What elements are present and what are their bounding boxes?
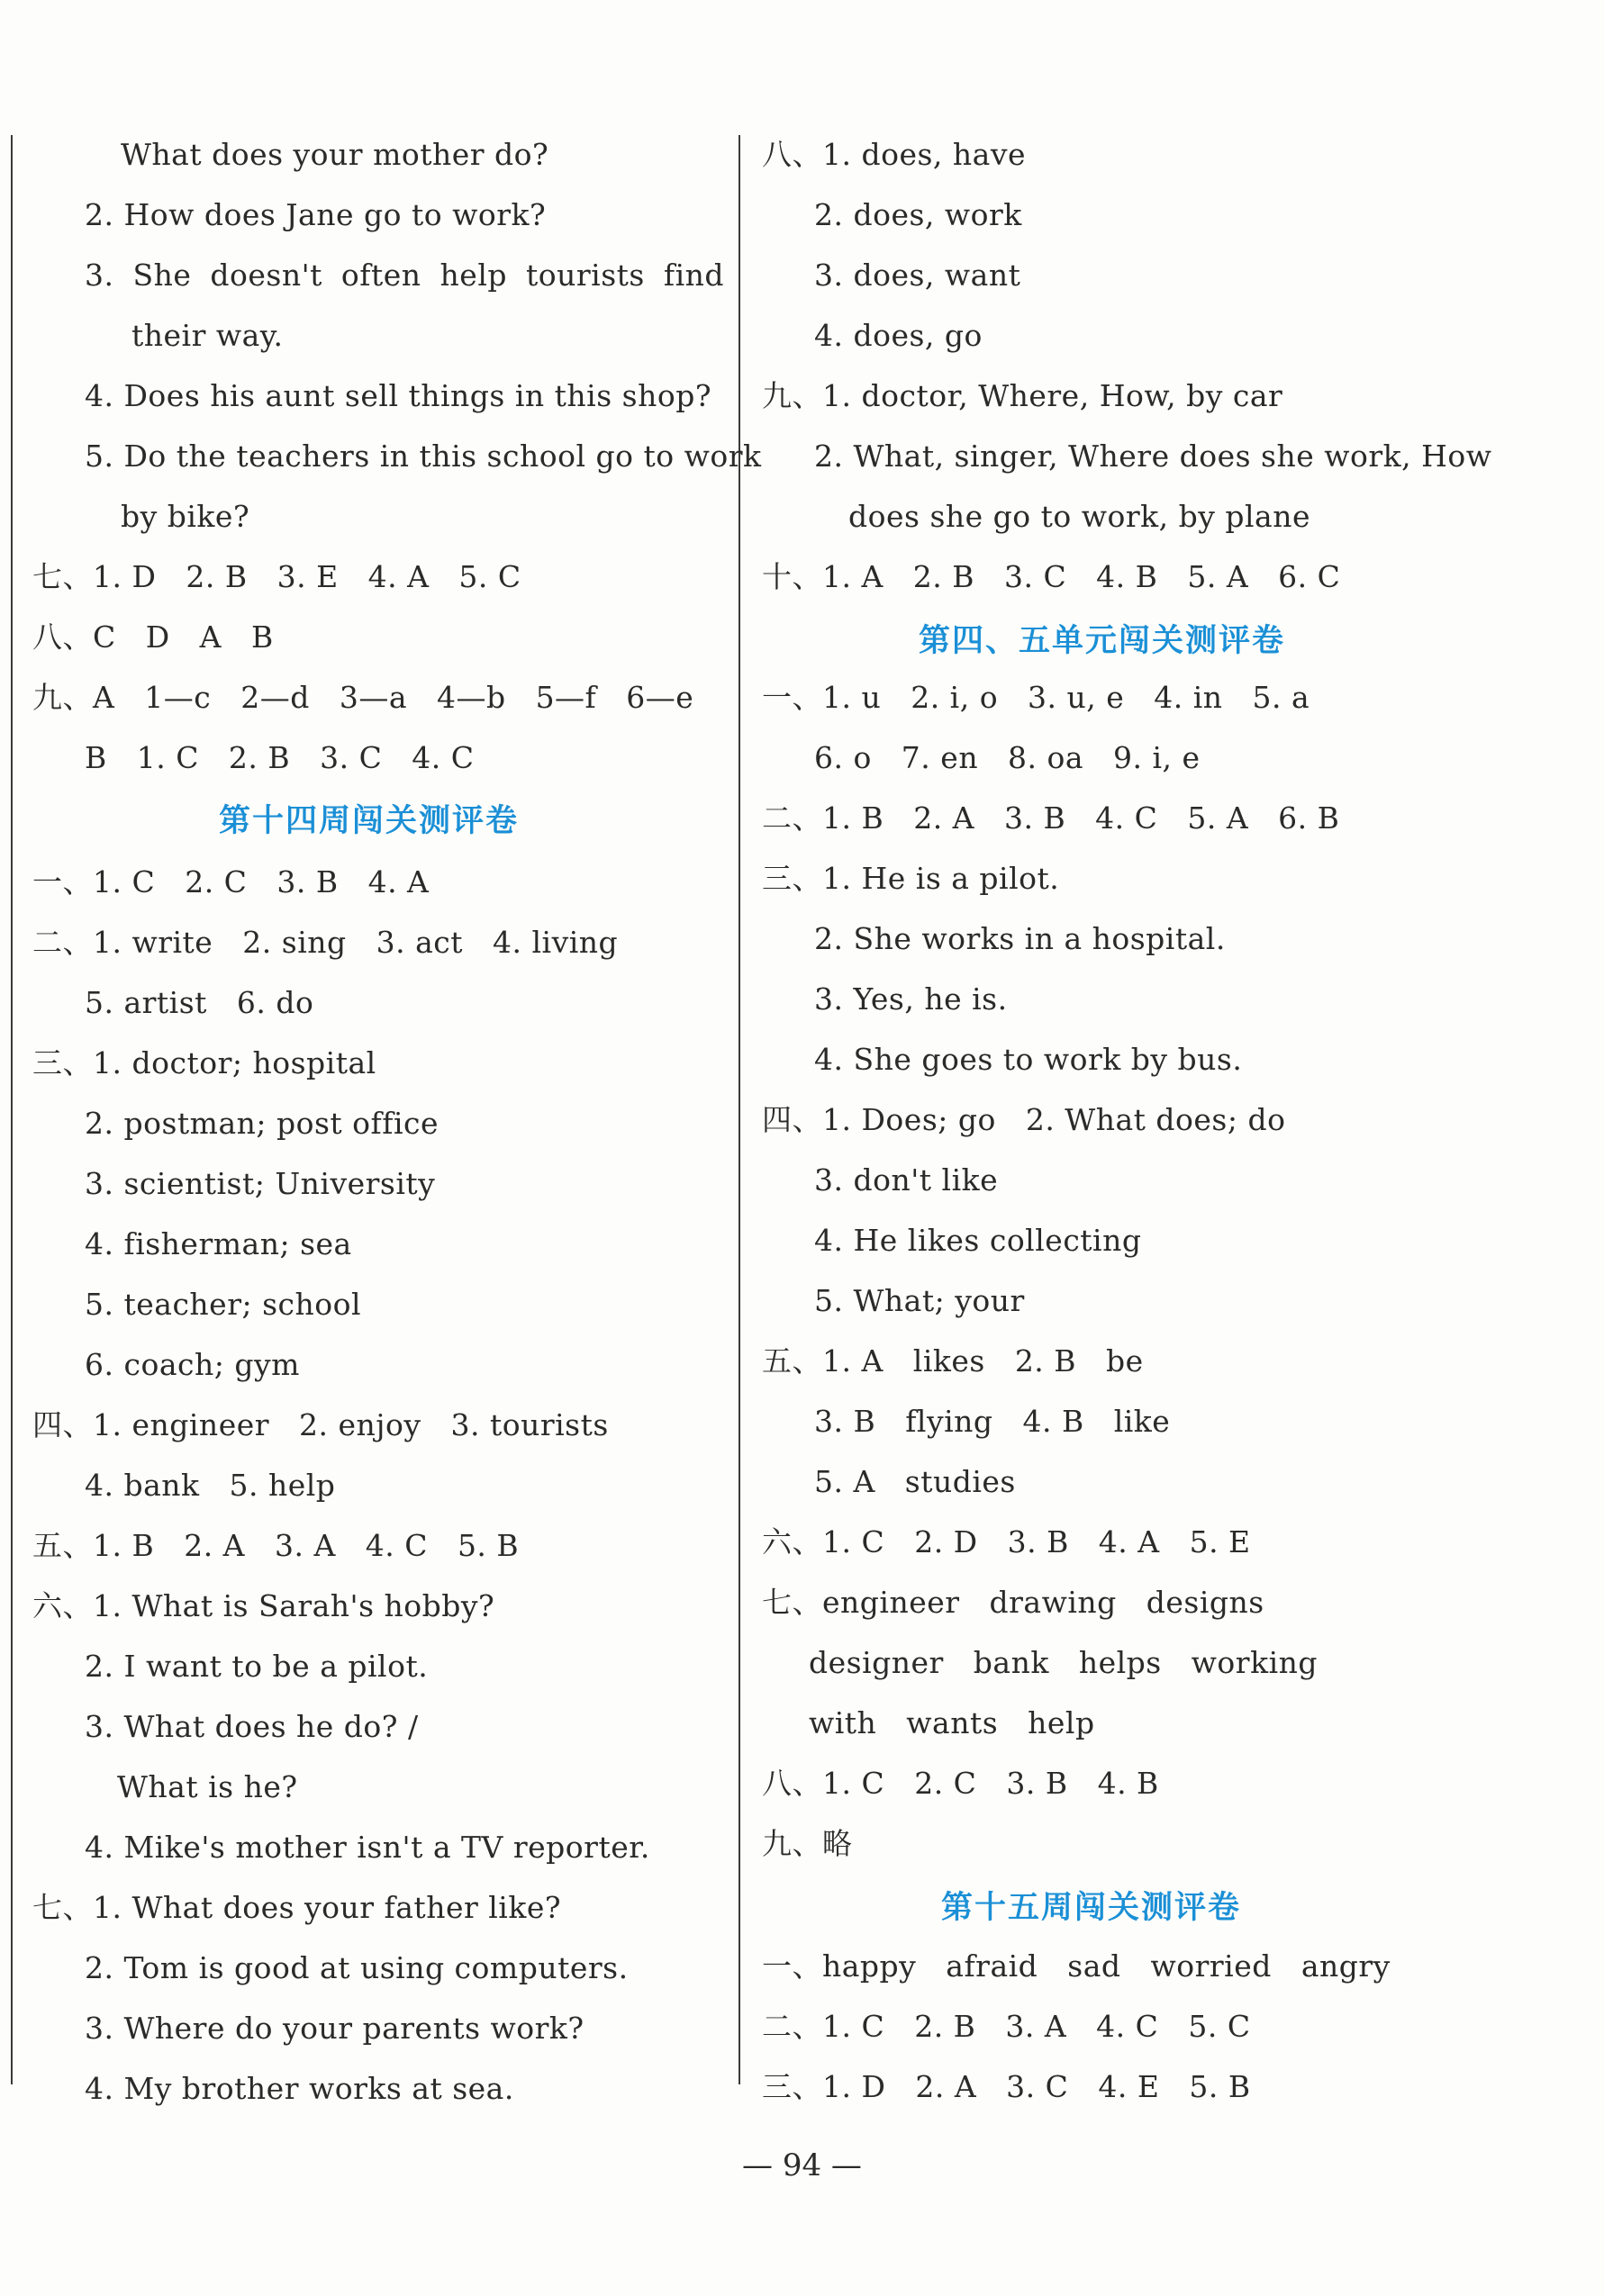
answer-line: their way. xyxy=(131,318,284,353)
answer-line: 三、1. He is a pilot. xyxy=(762,861,1060,896)
answer-line: 4. does, go xyxy=(814,318,983,353)
answer-line: 5. A studies xyxy=(814,1464,1016,1499)
page-number: — 94 — xyxy=(742,2147,862,2183)
answer-line: 3. scientist; University xyxy=(85,1166,436,1201)
answer-line: does she go to work, by plane xyxy=(848,499,1311,534)
answer-line: 五、1. B 2. A 3. A 4. C 5. B xyxy=(32,1528,520,1563)
answer-line: 二、1. write 2. sing 3. act 4. living xyxy=(32,925,619,960)
answer-line: 九、略 xyxy=(762,1826,853,1861)
answer-line: 3. Where do your parents work? xyxy=(85,2011,585,2046)
section-heading: 第十五周闯关测评卷 xyxy=(941,1890,1242,1926)
answer-line: 3. She doesn't often help tourists find xyxy=(85,258,724,293)
answer-line: 4. bank 5. help xyxy=(85,1468,336,1503)
answer-line: 2. How does Jane go to work? xyxy=(85,197,547,232)
answer-line: 5. What; your xyxy=(814,1283,1025,1318)
answer-line: 2. Tom is good at using computers. xyxy=(85,1950,629,1985)
answer-line: 一、happy afraid sad worried angry xyxy=(762,1948,1391,1984)
answer-line: 一、1. C 2. C 3. B 4. A xyxy=(32,864,430,899)
answer-line: 六、1. What is Sarah's hobby? xyxy=(32,1588,495,1623)
answer-line: 4. He likes collecting xyxy=(814,1223,1142,1258)
answer-line: 2. What, singer, Where does she work, How xyxy=(814,438,1492,474)
answer-line: 3. Yes, he is. xyxy=(814,981,1008,1017)
answer-line: by bike? xyxy=(121,499,250,534)
answer-line: 九、1. doctor, Where, How, by car xyxy=(762,378,1283,413)
answer-line: 七、1. What does your father like? xyxy=(32,1890,562,1925)
answer-line: 七、engineer drawing designs xyxy=(762,1585,1264,1620)
answer-line: 6. o 7. en 8. oa 9. i, e xyxy=(814,740,1201,775)
answer-line: 三、1. D 2. A 3. C 4. E 5. B xyxy=(762,2069,1251,2104)
answer-line: 一、1. u 2. i, o 3. u, e 4. in 5. a xyxy=(762,680,1310,715)
answer-line: 二、1. B 2. A 3. B 4. C 5. A 6. B xyxy=(762,800,1340,836)
answer-line: with wants help xyxy=(809,1705,1095,1740)
answer-line: 三、1. doctor; hospital xyxy=(32,1045,376,1080)
answer-line: 3. does, want xyxy=(814,258,1021,293)
answer-line: 4. Does his aunt sell things in this shop? xyxy=(85,378,712,413)
answer-line: 3. B flying 4. B like xyxy=(814,1404,1171,1439)
answer-line: 2. I want to be a pilot. xyxy=(85,1649,429,1684)
answer-line: B 1. C 2. B 3. C 4. C xyxy=(85,740,475,775)
answer-line: 二、1. C 2. B 3. A 4. C 5. C xyxy=(762,2009,1251,2044)
answer-line: 5. artist 6. do xyxy=(85,985,314,1020)
answer-line: 2. postman; post office xyxy=(85,1106,440,1141)
answer-line: 5. teacher; school xyxy=(85,1287,362,1322)
answer-line: What is he? xyxy=(117,1769,298,1804)
answer-line: 十、1. A 2. B 3. C 4. B 5. A 6. C xyxy=(762,559,1341,594)
answer-line: 6. coach; gym xyxy=(85,1347,300,1382)
answer-line: 3. What does he do? / xyxy=(85,1709,419,1744)
answer-line: 九、A 1—c 2—d 3—a 4—b 5—f 6—e xyxy=(32,680,694,715)
answer-line: 八、1. C 2. C 3. B 4. B xyxy=(762,1766,1159,1801)
answer-line: 七、1. D 2. B 3. E 4. A 5. C xyxy=(32,559,521,594)
section-heading: 第四、五单元闯关测评卷 xyxy=(919,623,1286,659)
left-margin-rule xyxy=(11,135,13,2084)
answer-line: 四、1. Does; go 2. What does; do xyxy=(762,1102,1286,1137)
section-heading: 第十四周闯关测评卷 xyxy=(219,803,520,839)
answer-line: designer bank helps working xyxy=(809,1645,1318,1680)
answer-line: 4. My brother works at sea. xyxy=(85,2071,514,2106)
answer-line: 2. She works in a hospital. xyxy=(814,921,1226,956)
answer-line: 3. don't like xyxy=(814,1162,999,1198)
answer-line: 六、1. C 2. D 3. B 4. A 5. E xyxy=(762,1524,1251,1559)
answer-line: 八、C D A B xyxy=(32,619,274,655)
answer-line: 四、1. engineer 2. enjoy 3. tourists xyxy=(32,1407,609,1442)
answer-line: 5. Do the teachers in this school go to work xyxy=(85,438,762,474)
answer-line: 4. She goes to work by bus. xyxy=(814,1042,1243,1077)
answer-line: 八、1. does, have xyxy=(762,137,1027,172)
answer-line: 4. fisherman; sea xyxy=(85,1226,352,1261)
answer-line: 五、1. A likes 2. B be xyxy=(762,1343,1144,1379)
answer-line: What does your mother do? xyxy=(121,137,549,172)
answer-line: 4. Mike's mother isn't a TV reporter. xyxy=(85,1830,650,1865)
column-divider-rule xyxy=(739,135,740,2084)
answer-line: 2. does, work xyxy=(814,197,1022,232)
